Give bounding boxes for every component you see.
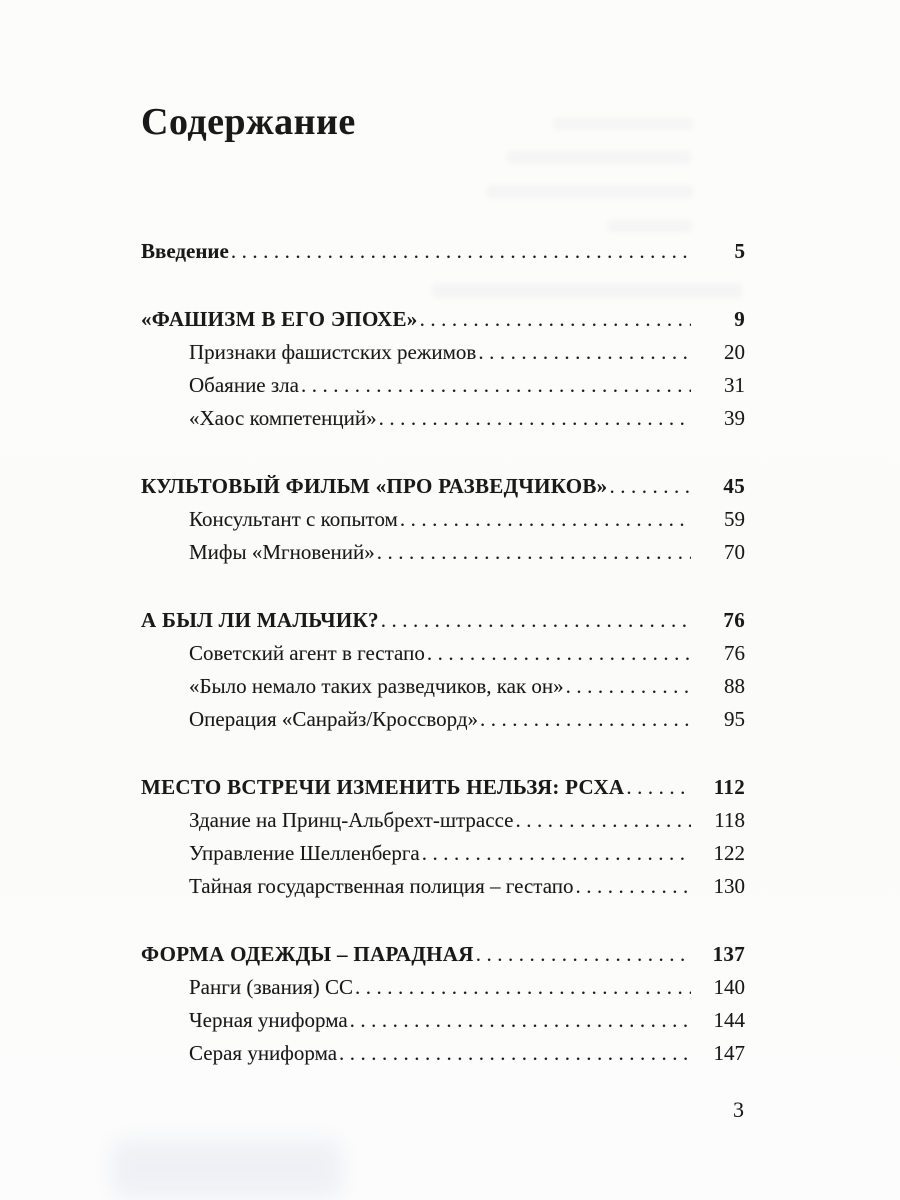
dot-leader bbox=[350, 1008, 691, 1033]
dot-leader bbox=[478, 340, 691, 365]
toc-entry-page: 130 bbox=[713, 874, 745, 898]
dot-leader bbox=[339, 1041, 691, 1066]
dot-leader bbox=[301, 373, 691, 398]
paper-shading-artifact bbox=[112, 1140, 342, 1198]
toc-entry-section bbox=[141, 1041, 745, 1074]
toc-entry-label: Советский агент в гестапо bbox=[189, 641, 425, 665]
dot-leader bbox=[476, 942, 691, 967]
toc-entry-label: Операция «Санрайз/Кроссворд» bbox=[189, 707, 479, 731]
page-title: Содержание bbox=[141, 101, 356, 143]
toc-entry-page: 118 bbox=[714, 808, 745, 832]
bleed-through-artifact bbox=[507, 151, 691, 164]
toc-entry-chapter bbox=[141, 307, 745, 340]
toc-entry-label: Здание на Принц-Альбрехт-штрассе bbox=[189, 808, 514, 832]
toc-entry-page: 140 bbox=[713, 975, 745, 999]
toc-entry-page: 144 bbox=[713, 1008, 745, 1032]
toc-entry-intro bbox=[141, 239, 745, 272]
toc-entry-section bbox=[141, 373, 745, 406]
dot-leader bbox=[377, 540, 691, 565]
toc-entry-section bbox=[141, 975, 745, 1008]
bleed-through-artifact bbox=[487, 185, 693, 198]
dot-leader bbox=[381, 608, 691, 633]
toc-entry-section bbox=[141, 808, 745, 841]
toc-list bbox=[141, 239, 745, 1074]
toc-entry-label: Управление Шелленберга bbox=[189, 841, 420, 865]
toc-entry-label: Черная униформа bbox=[189, 1008, 348, 1032]
toc-entry-label: Обаяние зла bbox=[189, 373, 299, 397]
dot-leader bbox=[566, 674, 691, 699]
toc-entry-label: А БЫЛ ЛИ МАЛЬЧИК? bbox=[141, 608, 379, 632]
toc-entry-label: ФОРМА ОДЕЖДЫ – ПАРАДНАЯ bbox=[141, 942, 474, 966]
toc-entry-label: МЕСТО ВСТРЕЧИ ИЗМЕНИТЬ НЕЛЬЗЯ: РСХА bbox=[141, 775, 625, 799]
bleed-through-artifact bbox=[553, 118, 693, 130]
toc-entry-section bbox=[141, 707, 745, 740]
bleed-through-artifact bbox=[608, 220, 692, 232]
toc-entry-section bbox=[141, 540, 745, 573]
toc-entry-chapter bbox=[141, 775, 745, 808]
dot-leader bbox=[480, 707, 691, 732]
toc-entry-label: «ФАШИЗМ В ЕГО ЭПОХЕ» bbox=[141, 307, 418, 331]
dot-leader bbox=[515, 808, 691, 833]
toc-entry-label: «Было немало таких разведчиков, как он» bbox=[189, 674, 564, 698]
dot-leader bbox=[355, 975, 691, 1000]
toc-entry-page: 137 bbox=[712, 942, 745, 966]
toc-entry-page: 122 bbox=[713, 841, 745, 865]
toc-entry-page: 39 bbox=[724, 406, 745, 430]
toc-entry-section bbox=[141, 1008, 745, 1041]
toc-entry-label: Мифы «Мгновений» bbox=[189, 540, 375, 564]
dot-leader bbox=[420, 307, 691, 332]
toc-entry-chapter bbox=[141, 942, 745, 975]
dot-leader bbox=[576, 874, 691, 899]
toc-entry-page: 95 bbox=[724, 707, 745, 731]
toc-entry-section bbox=[141, 340, 745, 373]
toc-entry-label: Серая униформа bbox=[189, 1041, 338, 1065]
toc-entry-section bbox=[141, 507, 745, 540]
toc-entry-page: 147 bbox=[713, 1041, 745, 1065]
toc-entry-label: Признаки фашистских режимов bbox=[189, 340, 477, 364]
toc-entry-page: 9 bbox=[734, 307, 745, 331]
dot-leader bbox=[609, 474, 691, 499]
dot-leader bbox=[379, 406, 691, 431]
toc-entry-label: Ранги (звания) СС bbox=[189, 975, 353, 999]
toc-entry-section bbox=[141, 641, 745, 674]
toc-entry-label: Тайная государственная полиция – гестапо bbox=[189, 874, 574, 898]
dot-leader bbox=[422, 841, 691, 866]
toc-entry-page: 76 bbox=[724, 641, 745, 665]
toc-entry-chapter bbox=[141, 608, 745, 641]
toc-entry-section bbox=[141, 674, 745, 707]
toc-entry-label: Консультант с копытом bbox=[189, 507, 398, 531]
toc-entry-page: 112 bbox=[713, 775, 745, 799]
toc-entry-page: 31 bbox=[724, 373, 745, 397]
toc-entry-page: 5 bbox=[734, 239, 745, 263]
toc-entry-page: 45 bbox=[723, 474, 745, 498]
toc-entry-page: 76 bbox=[723, 608, 745, 632]
toc-entry-page: 20 bbox=[724, 340, 745, 364]
toc-entry-page: 70 bbox=[724, 540, 745, 564]
dot-leader bbox=[427, 641, 691, 666]
toc-entry-section bbox=[141, 874, 745, 907]
toc-entry-label: Введение bbox=[141, 239, 229, 263]
dot-leader bbox=[231, 239, 691, 264]
toc-entry-page: 59 bbox=[724, 507, 745, 531]
toc-entry-label: «Хаос компетенций» bbox=[189, 406, 377, 430]
dot-leader bbox=[400, 507, 691, 532]
toc-entry-chapter bbox=[141, 474, 745, 507]
toc-entry-page: 88 bbox=[724, 674, 745, 698]
page-number: 3 bbox=[733, 1097, 744, 1122]
toc-entry-label: КУЛЬТОВЫЙ ФИЛЬМ «ПРО РАЗВЕДЧИКОВ» bbox=[141, 474, 608, 498]
toc-entry-section bbox=[141, 841, 745, 874]
toc-entry-section bbox=[141, 406, 745, 439]
dot-leader bbox=[626, 775, 691, 800]
